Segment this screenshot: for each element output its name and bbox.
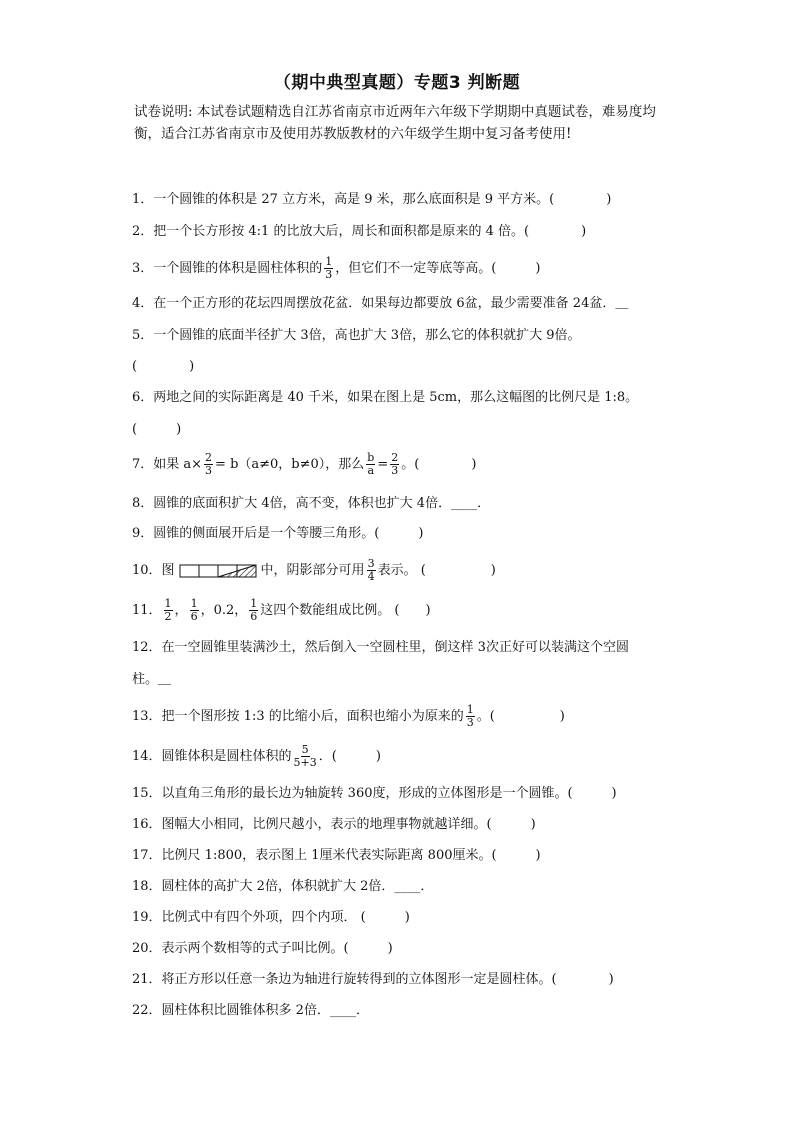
question-18: 18．圆柱体的高扩大 2倍，体积就扩大 2倍．____．: [132, 879, 434, 894]
question-7-text: 7．如果 a×: [132, 457, 203, 472]
question-12-cont: 柱。＿: [132, 672, 172, 687]
fraction: [190, 598, 199, 623]
fraction-numerator: 1: [164, 597, 172, 610]
fraction-numerator: 1: [190, 597, 198, 610]
question-2: 2．把一个长方形按 4:1 的比放大后，周长和面积都是原来的 4 倍。( ): [132, 224, 587, 239]
fraction-numerator: 1: [250, 597, 258, 610]
separator: ，: [174, 603, 188, 618]
question-17: 17．比例尺 1:800，表示图上 1厘米代表实际距离 800厘米。( ): [132, 848, 541, 863]
fraction-denominator: 6: [190, 610, 198, 623]
fraction-denominator: a: [367, 464, 375, 477]
fraction: [366, 452, 375, 477]
fraction-numerator: 3: [367, 557, 375, 570]
question-19: 19．比例式中有四个外项，四个内项． ( ): [132, 910, 410, 925]
question-14: [132, 744, 667, 769]
question-6-answer: ( ): [132, 422, 182, 437]
question-10-text-mid: 中，阴影部分可用: [260, 563, 365, 578]
question-10-text: 10．图: [132, 563, 175, 578]
fraction-numerator: b: [367, 451, 375, 464]
question-1: 1．一个圆锥的体积是 27 立方米，高是 9 米，那么底面积是 9 平方米。( ): [132, 192, 612, 207]
question-16: 16．图幅大小相同，比例尺越小，表示的地理事物就越详细。( ): [132, 817, 536, 832]
fraction-numerator: 1: [325, 255, 333, 268]
question-5: 5．一个圆锥的底面半径扩大 3倍，高也扩大 3倍，那么它的体积就扩大 9倍。: [132, 328, 581, 343]
equals-sign: =: [377, 457, 389, 472]
fraction: [204, 452, 213, 477]
question-7-text-end: 。( ): [401, 457, 477, 472]
fraction: [390, 452, 399, 477]
fraction-denominator: 2: [164, 610, 172, 623]
fraction-denominator: 6: [250, 610, 258, 623]
question-22: 22．圆柱体积比圆锥体积多 2倍．____．: [132, 1003, 369, 1018]
fraction-denominator: 5+3: [293, 756, 317, 769]
question-3-text: 3．一个圆锥的体积是圆柱体积的: [132, 261, 323, 276]
fraction: [294, 744, 317, 769]
page-title: （期中典型真题）专题3 判断题: [273, 73, 521, 93]
fraction: [466, 704, 475, 729]
fraction-denominator: 3: [391, 464, 399, 477]
question-9: 9．圆锥的侧面展开后是一个等腰三角形。( ): [132, 526, 424, 541]
question-11: [132, 598, 667, 623]
question-20: 20．表示两个数相等的式子叫比例。( ): [132, 941, 393, 956]
fraction: [249, 598, 258, 623]
question-13-text: 13．把一个图形按 1:3 的比缩小后，面积也缩小为原来的: [132, 709, 464, 724]
question-7-text-mid: = b（a≠0，b≠0），那么: [215, 457, 365, 472]
fraction-numerator: 2: [205, 451, 213, 464]
fraction-numerator: 2: [391, 451, 399, 464]
fraction-numerator: 1: [466, 703, 474, 716]
shaded-rectangle-figure: [179, 563, 257, 579]
question-14-text: 14．圆锥体积是圆柱体积的: [132, 749, 292, 764]
fraction: [324, 256, 333, 281]
fraction-numerator: 5: [301, 743, 309, 756]
fraction-denominator: 4: [367, 570, 375, 583]
question-21: 21．将正方形以任意一条边为轴进行旋转得到的立体图形一定是圆柱体。( ): [132, 972, 614, 987]
question-4: 4．在一个正方形的花坛四周摆放花盆．如果每边都要放 6盆，最少需要准备 24盆．＿: [132, 296, 629, 311]
question-6: 6．两地之间的实际距离是 40 千米，如果在图上是 5cm，那么这幅图的比例尺是 1:8。: [132, 390, 639, 405]
question-12: 12．在一空圆锥里装满沙土，然后倒入一空圆柱里，倒这样 3次正好可以装满这个空圆: [132, 640, 629, 655]
question-8: 8．圆锥的底面积扩大 4倍，高不变，体积也扩大 4倍．____．: [132, 496, 491, 511]
question-3-text-end: ，但它们不一定等底等高。( ): [335, 261, 541, 276]
fraction-denominator: 3: [205, 464, 213, 477]
question-10: [132, 558, 667, 583]
question-5-answer: ( ): [132, 359, 195, 374]
fraction-denominator: 3: [325, 268, 333, 281]
question-11-text-end: 这四个数能组成比例。 ( ): [260, 603, 431, 618]
question-10-text-end: 表示。 ( ): [377, 563, 496, 578]
separator: ，0.2，: [200, 603, 248, 618]
fraction-denominator: 3: [466, 716, 474, 729]
question-3: [132, 256, 667, 281]
fraction: [367, 558, 376, 583]
exam-description: 试卷说明: 本试卷试题精选自江苏省南京市近两年六年级下学期期中真题试卷，难易度均衡，适合江苏省南京市及使用苏教版教材的六年级学生期中复习备考使用!: [134, 104, 656, 142]
question-14-text-end: ．( ): [318, 749, 381, 764]
question-11-text: 11．: [132, 603, 162, 618]
question-13: [132, 704, 667, 729]
question-7: [132, 452, 667, 477]
fraction: [164, 598, 173, 623]
question-13-text-end: 。( ): [476, 709, 565, 724]
question-15: 15．以直角三角形的最长边为轴旋转 360度，形成的立体图形是一个圆锥。( ): [132, 786, 617, 801]
